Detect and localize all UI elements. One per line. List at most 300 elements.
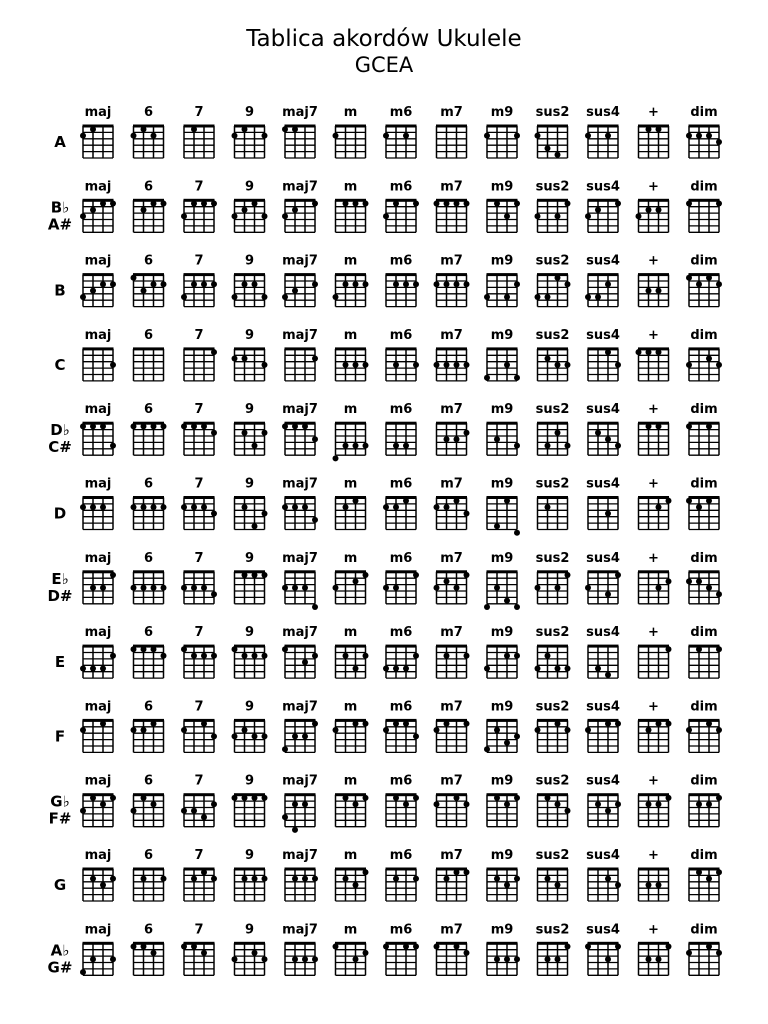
quality-label: m6 bbox=[389, 848, 413, 863]
finger-dot bbox=[353, 443, 359, 449]
finger-dot bbox=[131, 275, 137, 281]
finger-dot bbox=[605, 281, 611, 287]
finger-dot bbox=[110, 572, 116, 578]
quality-label: sus4 bbox=[586, 105, 620, 120]
finger-dot bbox=[514, 375, 520, 381]
finger-dot bbox=[110, 876, 116, 882]
finger-dot bbox=[494, 201, 500, 207]
root-label: F bbox=[54, 727, 66, 746]
finger-dot bbox=[262, 795, 268, 801]
quality-label: sus2 bbox=[535, 476, 570, 492]
quality-label: 7 bbox=[194, 922, 204, 938]
quality-label: 9 bbox=[244, 922, 255, 938]
finger-dot bbox=[292, 827, 298, 833]
finger-dot bbox=[383, 666, 389, 672]
finger-dot bbox=[161, 423, 167, 429]
finger-dot bbox=[242, 430, 248, 436]
finger-dot bbox=[686, 275, 692, 281]
nut bbox=[588, 199, 619, 202]
nut bbox=[638, 942, 669, 945]
finger-dot bbox=[393, 362, 399, 368]
finger-dot bbox=[282, 504, 288, 510]
finger-dot bbox=[201, 201, 207, 207]
finger-dot bbox=[312, 356, 318, 362]
finger-dot bbox=[343, 795, 349, 801]
finger-dot bbox=[514, 956, 520, 962]
finger-dot bbox=[716, 795, 722, 801]
quality-label: + bbox=[648, 922, 659, 938]
finger-dot bbox=[141, 944, 147, 950]
finger-dot bbox=[666, 795, 672, 801]
quality-label: 6 bbox=[143, 848, 154, 863]
nut bbox=[285, 199, 316, 202]
finger-dot bbox=[211, 653, 217, 659]
nut bbox=[83, 942, 114, 945]
finger-dot bbox=[262, 733, 268, 739]
finger-dot bbox=[110, 443, 116, 449]
nut bbox=[689, 273, 720, 276]
finger-dot bbox=[110, 362, 116, 368]
finger-dot bbox=[565, 666, 571, 672]
finger-dot bbox=[312, 876, 318, 882]
finger-dot bbox=[100, 423, 106, 429]
nut bbox=[638, 496, 669, 499]
finger-dot bbox=[646, 727, 652, 733]
finger-dot bbox=[302, 504, 308, 510]
quality-label: sus4 bbox=[586, 699, 620, 715]
finger-dot bbox=[252, 795, 258, 801]
nut bbox=[133, 719, 164, 722]
finger-dot bbox=[363, 795, 369, 801]
quality-label: + bbox=[648, 402, 659, 418]
nut bbox=[335, 199, 366, 202]
finger-dot bbox=[413, 362, 419, 368]
finger-dot bbox=[565, 944, 571, 950]
nut bbox=[537, 422, 568, 425]
finger-dot bbox=[716, 362, 722, 368]
finger-dot bbox=[282, 814, 288, 820]
finger-dot bbox=[393, 281, 399, 287]
finger-dot bbox=[343, 281, 349, 287]
quality-label: m bbox=[343, 625, 358, 641]
finger-dot bbox=[605, 956, 611, 962]
finger-dot bbox=[353, 498, 359, 504]
quality-label: + bbox=[648, 848, 659, 863]
nut bbox=[588, 347, 619, 350]
nut bbox=[184, 793, 215, 796]
finger-dot bbox=[161, 504, 167, 510]
quality-label: + bbox=[648, 550, 659, 566]
finger-dot bbox=[292, 733, 298, 739]
nut bbox=[436, 199, 467, 202]
nut bbox=[234, 942, 265, 945]
finger-dot bbox=[585, 133, 591, 139]
finger-dot bbox=[201, 585, 207, 591]
nut bbox=[335, 719, 366, 722]
nut bbox=[83, 199, 114, 202]
quality-label: sus2 bbox=[535, 699, 570, 715]
quality-label: sus2 bbox=[535, 327, 570, 343]
quality-label: m bbox=[343, 550, 358, 566]
finger-dot bbox=[242, 207, 248, 213]
quality-label: dim bbox=[690, 253, 718, 269]
quality-label: m7 bbox=[440, 922, 463, 938]
finger-dot bbox=[131, 585, 137, 591]
nut bbox=[285, 273, 316, 276]
finger-dot bbox=[666, 578, 672, 584]
nut bbox=[133, 199, 164, 202]
finger-dot bbox=[181, 585, 187, 591]
finger-dot bbox=[141, 646, 147, 652]
finger-dot bbox=[393, 876, 399, 882]
finger-dot bbox=[302, 423, 308, 429]
finger-dot bbox=[545, 294, 551, 300]
nut bbox=[638, 719, 669, 722]
finger-dot bbox=[565, 201, 571, 207]
finger-dot bbox=[131, 727, 137, 733]
finger-dot bbox=[242, 504, 248, 510]
nut bbox=[689, 868, 720, 871]
nut bbox=[487, 942, 518, 945]
finger-dot bbox=[211, 201, 217, 207]
quality-label: maj7 bbox=[282, 476, 318, 492]
quality-label: sus4 bbox=[586, 402, 620, 418]
finger-dot bbox=[656, 801, 662, 807]
nut bbox=[588, 125, 619, 128]
finger-dot bbox=[656, 882, 662, 888]
quality-label: 7 bbox=[194, 179, 204, 195]
quality-label: 9 bbox=[244, 402, 255, 418]
finger-dot bbox=[100, 585, 106, 591]
finger-dot bbox=[90, 585, 96, 591]
finger-dot bbox=[434, 201, 440, 207]
finger-dot bbox=[80, 133, 86, 139]
quality-label: + bbox=[648, 179, 659, 195]
nut bbox=[83, 645, 114, 648]
nut bbox=[537, 570, 568, 573]
finger-dot bbox=[292, 504, 298, 510]
finger-dot bbox=[343, 876, 349, 882]
finger-dot bbox=[252, 201, 258, 207]
quality-label: sus2 bbox=[535, 922, 570, 938]
nut bbox=[436, 422, 467, 425]
finger-dot bbox=[706, 356, 712, 362]
page-subtitle: GCEA bbox=[354, 53, 414, 77]
finger-dot bbox=[615, 801, 621, 807]
finger-dot bbox=[151, 423, 157, 429]
finger-dot bbox=[353, 721, 359, 727]
finger-dot bbox=[504, 956, 510, 962]
finger-dot bbox=[706, 801, 712, 807]
finger-dot bbox=[565, 727, 571, 733]
finger-dot bbox=[545, 356, 551, 362]
quality-label: maj bbox=[84, 105, 112, 120]
finger-dot bbox=[252, 876, 258, 882]
quality-label: 6 bbox=[143, 402, 154, 418]
quality-label: + bbox=[648, 253, 659, 269]
finger-dot bbox=[131, 504, 137, 510]
nut bbox=[588, 719, 619, 722]
quality-label: m6 bbox=[389, 105, 413, 120]
finger-dot bbox=[211, 281, 217, 287]
finger-dot bbox=[191, 653, 197, 659]
finger-dot bbox=[535, 666, 541, 672]
finger-dot bbox=[181, 213, 187, 219]
nut bbox=[588, 496, 619, 499]
quality-label: m7 bbox=[440, 848, 463, 863]
finger-dot bbox=[706, 133, 712, 139]
quality-label: dim bbox=[690, 550, 718, 566]
finger-dot bbox=[696, 869, 702, 875]
finger-dot bbox=[302, 659, 308, 665]
nut bbox=[588, 868, 619, 871]
quality-label: 9 bbox=[244, 253, 255, 269]
root-label: D♭ bbox=[50, 421, 70, 440]
finger-dot bbox=[393, 504, 399, 510]
nut bbox=[184, 942, 215, 945]
quality-label: m6 bbox=[389, 253, 413, 269]
finger-dot bbox=[141, 126, 147, 132]
finger-dot bbox=[181, 944, 187, 950]
nut bbox=[588, 570, 619, 573]
finger-dot bbox=[484, 375, 490, 381]
finger-dot bbox=[413, 733, 419, 739]
quality-label: m7 bbox=[440, 327, 463, 343]
quality-label: sus4 bbox=[586, 550, 620, 566]
finger-dot bbox=[141, 727, 147, 733]
quality-label: m bbox=[343, 476, 358, 492]
quality-label: dim bbox=[690, 699, 718, 715]
nut bbox=[537, 868, 568, 871]
finger-dot bbox=[646, 801, 652, 807]
finger-dot bbox=[514, 604, 520, 610]
nut bbox=[184, 719, 215, 722]
nut bbox=[386, 199, 417, 202]
nut bbox=[184, 645, 215, 648]
nut bbox=[386, 125, 417, 128]
finger-dot bbox=[595, 666, 601, 672]
finger-dot bbox=[262, 362, 268, 368]
finger-dot bbox=[706, 944, 712, 950]
quality-label: m9 bbox=[490, 848, 514, 863]
quality-label: maj7 bbox=[282, 625, 318, 641]
quality-label: m9 bbox=[490, 327, 514, 343]
finger-dot bbox=[615, 721, 621, 727]
finger-dot bbox=[141, 585, 147, 591]
quality-label: dim bbox=[690, 105, 718, 120]
nut bbox=[83, 868, 114, 871]
finger-dot bbox=[514, 443, 520, 449]
nut bbox=[285, 645, 316, 648]
quality-label: maj7 bbox=[282, 922, 318, 938]
finger-dot bbox=[504, 362, 510, 368]
finger-dot bbox=[191, 944, 197, 950]
nut bbox=[588, 793, 619, 796]
quality-label: sus2 bbox=[535, 550, 570, 566]
finger-dot bbox=[131, 646, 137, 652]
quality-label: 9 bbox=[244, 773, 255, 789]
nut bbox=[487, 645, 518, 648]
finger-dot bbox=[151, 133, 157, 139]
finger-dot bbox=[434, 801, 440, 807]
finger-dot bbox=[100, 504, 106, 510]
finger-dot bbox=[151, 950, 157, 956]
finger-dot bbox=[555, 275, 561, 281]
nut bbox=[436, 125, 467, 128]
finger-dot bbox=[262, 213, 268, 219]
finger-dot bbox=[201, 950, 207, 956]
quality-label: m bbox=[343, 848, 358, 863]
finger-dot bbox=[585, 585, 591, 591]
finger-dot bbox=[434, 504, 440, 510]
finger-dot bbox=[302, 956, 308, 962]
finger-dot bbox=[494, 727, 500, 733]
finger-dot bbox=[302, 876, 308, 882]
finger-dot bbox=[555, 152, 561, 158]
finger-dot bbox=[494, 436, 500, 442]
finger-dot bbox=[686, 362, 692, 368]
finger-dot bbox=[242, 572, 248, 578]
finger-dot bbox=[514, 733, 520, 739]
finger-dot bbox=[636, 213, 642, 219]
finger-dot bbox=[90, 126, 96, 132]
finger-dot bbox=[464, 430, 470, 436]
finger-dot bbox=[646, 126, 652, 132]
finger-dot bbox=[696, 578, 702, 584]
finger-dot bbox=[434, 281, 440, 287]
quality-label: m6 bbox=[389, 179, 413, 195]
nut bbox=[335, 942, 366, 945]
root-label: B♭ bbox=[50, 198, 70, 217]
quality-label: m bbox=[343, 699, 358, 715]
quality-label: m6 bbox=[389, 773, 413, 789]
quality-label: m7 bbox=[440, 550, 463, 566]
finger-dot bbox=[545, 795, 551, 801]
nut bbox=[83, 347, 114, 350]
finger-dot bbox=[282, 294, 288, 300]
nut bbox=[537, 125, 568, 128]
finger-dot bbox=[706, 721, 712, 727]
finger-dot bbox=[615, 362, 621, 368]
finger-dot bbox=[434, 585, 440, 591]
finger-dot bbox=[535, 133, 541, 139]
finger-dot bbox=[211, 876, 217, 882]
quality-label: dim bbox=[690, 327, 718, 343]
finger-dot bbox=[545, 443, 551, 449]
quality-label: dim bbox=[690, 476, 718, 492]
nut bbox=[689, 422, 720, 425]
nut bbox=[133, 868, 164, 871]
finger-dot bbox=[656, 956, 662, 962]
finger-dot bbox=[353, 281, 359, 287]
nut bbox=[588, 422, 619, 425]
finger-dot bbox=[252, 653, 258, 659]
finger-dot bbox=[252, 572, 258, 578]
finger-dot bbox=[716, 869, 722, 875]
finger-dot bbox=[413, 795, 419, 801]
finger-dot bbox=[100, 721, 106, 727]
finger-dot bbox=[444, 281, 450, 287]
finger-dot bbox=[444, 362, 450, 368]
finger-dot bbox=[181, 294, 187, 300]
nut bbox=[335, 422, 366, 425]
nut bbox=[133, 496, 164, 499]
nut bbox=[285, 868, 316, 871]
quality-label: m7 bbox=[440, 253, 463, 269]
finger-dot bbox=[403, 498, 409, 504]
finger-dot bbox=[100, 882, 106, 888]
finger-dot bbox=[706, 585, 712, 591]
finger-dot bbox=[90, 876, 96, 882]
finger-dot bbox=[333, 944, 339, 950]
finger-dot bbox=[353, 578, 359, 584]
quality-label: 7 bbox=[194, 625, 204, 641]
finger-dot bbox=[90, 288, 96, 294]
nut bbox=[436, 645, 467, 648]
nut bbox=[133, 570, 164, 573]
nut bbox=[487, 422, 518, 425]
finger-dot bbox=[464, 511, 470, 517]
nut bbox=[638, 273, 669, 276]
finger-dot bbox=[262, 511, 268, 517]
finger-dot bbox=[282, 585, 288, 591]
finger-dot bbox=[716, 727, 722, 733]
quality-label: m9 bbox=[490, 105, 514, 120]
nut bbox=[83, 496, 114, 499]
finger-dot bbox=[535, 294, 541, 300]
finger-dot bbox=[545, 504, 551, 510]
finger-dot bbox=[110, 653, 116, 659]
quality-label: maj bbox=[84, 476, 112, 492]
finger-dot bbox=[464, 950, 470, 956]
finger-dot bbox=[333, 455, 339, 461]
quality-label: 6 bbox=[143, 179, 154, 195]
quality-label: m9 bbox=[490, 476, 514, 492]
finger-dot bbox=[706, 275, 712, 281]
finger-dot bbox=[191, 585, 197, 591]
nut bbox=[588, 273, 619, 276]
finger-dot bbox=[605, 133, 611, 139]
finger-dot bbox=[252, 733, 258, 739]
nut bbox=[487, 793, 518, 796]
finger-dot bbox=[232, 795, 238, 801]
finger-dot bbox=[535, 727, 541, 733]
nut bbox=[386, 868, 417, 871]
finger-dot bbox=[646, 288, 652, 294]
nut bbox=[285, 347, 316, 350]
quality-label: 6 bbox=[143, 773, 154, 789]
finger-dot bbox=[262, 653, 268, 659]
finger-dot bbox=[454, 585, 460, 591]
finger-dot bbox=[383, 504, 389, 510]
finger-dot bbox=[454, 869, 460, 875]
quality-label: 9 bbox=[244, 476, 255, 492]
finger-dot bbox=[484, 294, 490, 300]
quality-label: m6 bbox=[389, 922, 413, 938]
quality-label: + bbox=[648, 105, 659, 120]
quality-label: 6 bbox=[143, 550, 154, 566]
root-label: E♭ bbox=[51, 569, 69, 588]
finger-dot bbox=[696, 801, 702, 807]
finger-dot bbox=[363, 572, 369, 578]
finger-dot bbox=[504, 801, 510, 807]
finger-dot bbox=[716, 139, 722, 145]
root-label: D bbox=[53, 504, 67, 523]
finger-dot bbox=[413, 201, 419, 207]
finger-dot bbox=[656, 126, 662, 132]
finger-dot bbox=[232, 213, 238, 219]
nut bbox=[184, 273, 215, 276]
